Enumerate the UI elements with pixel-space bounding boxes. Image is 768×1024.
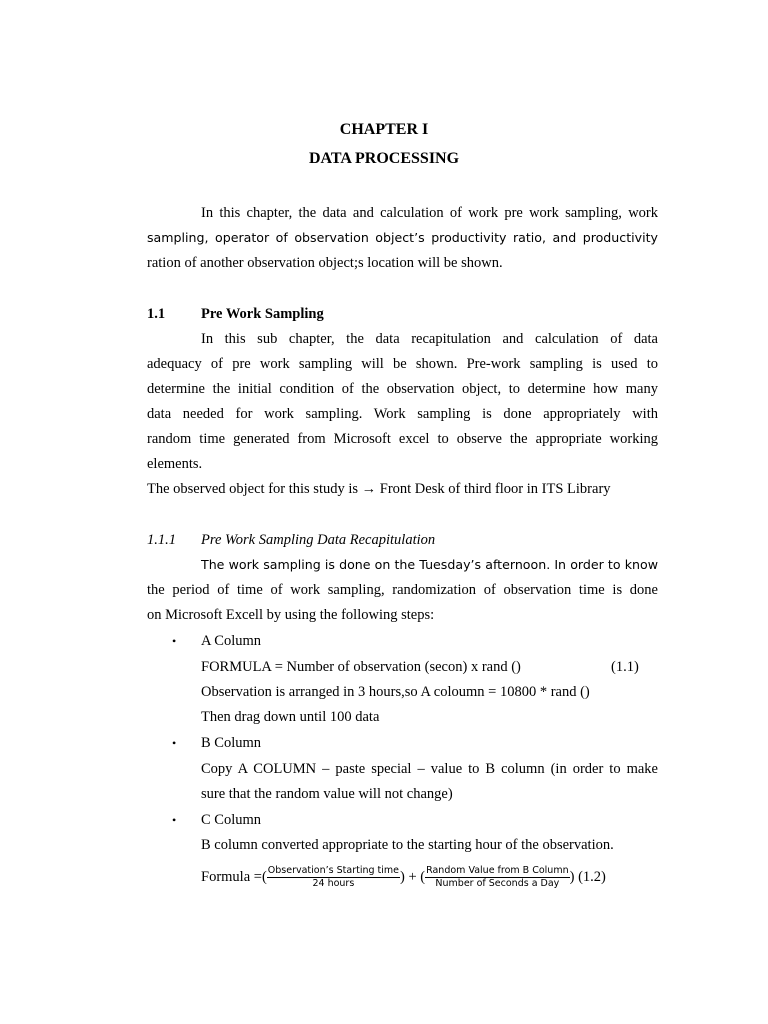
intro-line-3: ration of another observation object;s location will be shown. [147, 255, 503, 271]
step-a-line-3: Then drag down until 100 data [201, 709, 380, 725]
step-a-title: A Column [201, 633, 262, 649]
intro-line-1: In this chapter, the data and calculation of work pre work sampling, work [201, 205, 658, 221]
observed-object-line [147, 480, 611, 498]
bullet-icon: • [172, 813, 177, 827]
step-c-formula [201, 862, 606, 892]
section-1-1-1-line-1: The work sampling is done on the Tuesday’s afternoon. In order to know [201, 557, 658, 572]
bullet-icon: • [172, 634, 177, 648]
section-1-1-1-number: 1.1.1 [147, 532, 176, 548]
fraction-1-numerator: Observation’s Starting time [267, 865, 399, 877]
section-1-1-line-3: determine the initial condition of the observation object, to determine how many [147, 381, 658, 397]
step-a-line-2: Observation is arranged in 3 hours,so A coloumn = 10800 * rand () [201, 684, 590, 700]
section-1-1-line-4: data needed for work sampling. Work sampling is done appropriately with [147, 406, 658, 422]
fraction-observation-start [267, 865, 400, 890]
chapter-label: CHAPTER I [339, 121, 429, 138]
section-1-1-1-title: Pre Work Sampling Data Recapitulation [201, 532, 436, 548]
section-1-1-1-line-2: the period of time of work sampling, randomization of observation time is done [147, 582, 658, 598]
formula-plus: ) + ( [400, 869, 426, 885]
step-c-title: C Column [201, 812, 262, 828]
formula-suffix: ) [569, 869, 575, 885]
step-b-line-1: Copy A COLUMN – paste special – value to B column (in order to make [201, 761, 658, 777]
fraction-random-value [425, 865, 570, 890]
section-1-1-line-6: elements. [147, 456, 203, 472]
section-1-1-line-5: random time generated from Microsoft excel to observe the appropriate working [147, 431, 658, 447]
arrow-icon: → [361, 481, 377, 497]
formula-prefix: Formula =( [201, 869, 267, 885]
bullet-icon: • [172, 736, 177, 750]
step-a-formula-number: (1.1) [611, 659, 639, 675]
step-b-line-2: sure that the random value will not change) [201, 786, 453, 802]
intro-line-2: sampling, operator of observation object’s productivity ratio, and productivity [147, 230, 658, 245]
observed-object-name: Front Desk of third floor in ITS Library [379, 481, 611, 497]
step-b-title: B Column [201, 735, 262, 751]
chapter-title: DATA PROCESSING [308, 150, 460, 167]
step-a-formula: FORMULA = Number of observation (secon) x rand () [201, 659, 521, 675]
fraction-1-denominator: 24 hours [312, 878, 355, 890]
section-1-1-line-2: adequacy of pre work sampling will be shown. Pre-work sampling is used to [147, 356, 658, 372]
step-c-formula-number: (1.2) [578, 869, 606, 885]
step-c-line-1: B column converted appropriate to the starting hour of the observation. [201, 837, 614, 853]
fraction-2-numerator: Random Value from B Column [426, 865, 569, 877]
section-1-1-title: Pre Work Sampling [201, 306, 324, 322]
observed-object-prefix: The observed object for this study is [147, 481, 359, 497]
section-1-1-number: 1.1 [147, 306, 166, 322]
section-1-1-1-line-3: on Microsoft Excell by using the following steps: [147, 607, 435, 623]
fraction-2-denominator: Number of Seconds a Day [435, 878, 560, 890]
section-1-1-line-1: In this sub chapter, the data recapitulation and calculation of data [201, 331, 658, 347]
